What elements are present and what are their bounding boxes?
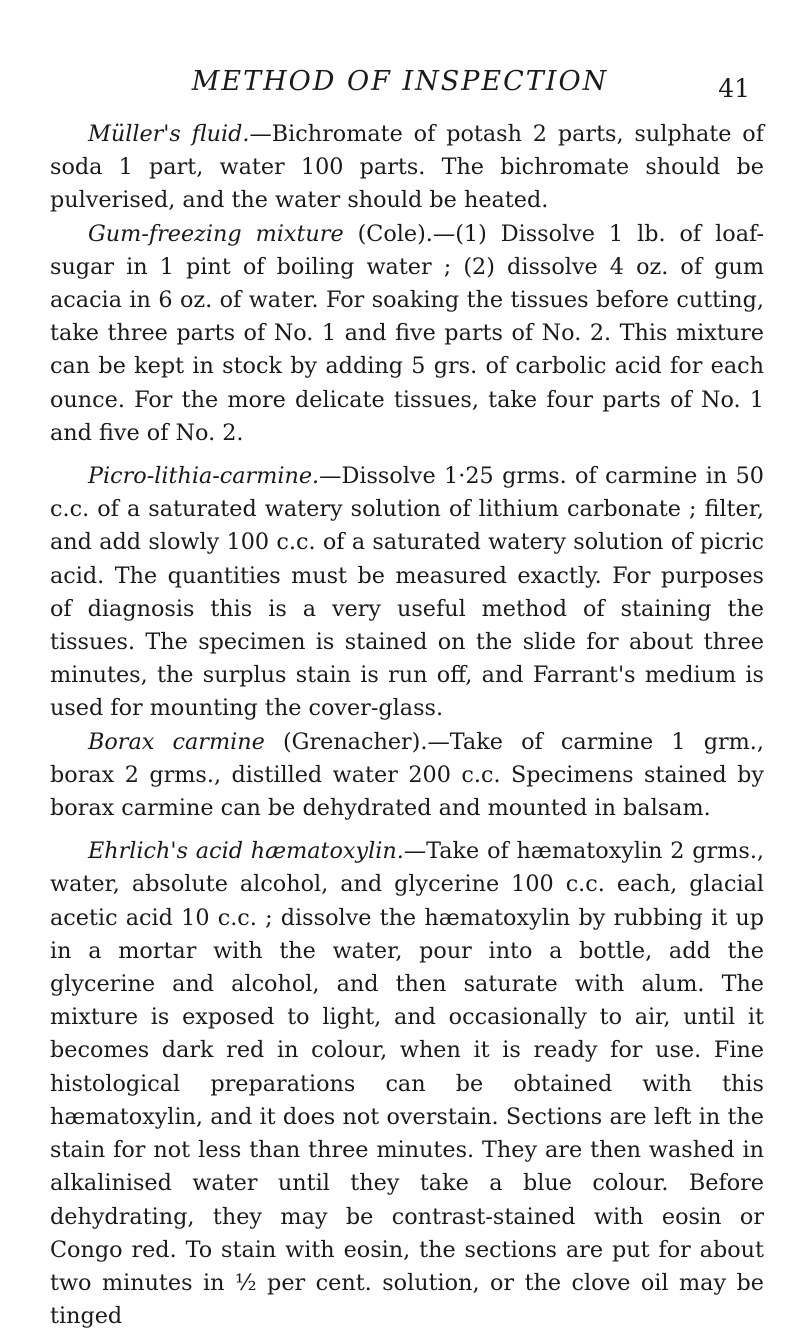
paragraph-gum-freezing-mixture [50, 218, 764, 450]
paragraph-text: —Bichromate of potash 2 parts, sulphate of soda 1 part, water 100 parts. The bichromate should be pulverised, and the water should be heated. [50, 121, 764, 214]
paragraph-heading: Borax carmine [88, 728, 265, 755]
paragraph-heading: Gum-freezing mixture [88, 220, 344, 247]
page-number: 41 [718, 74, 750, 103]
paragraph-text: (Grenacher).—Take of carmine 1 grm., borax 2 grms., distilled water 200 c.c. Specimens stained by borax carmine can be dehydrated and mounted in balsam. [50, 728, 764, 822]
paragraph-heading: Müller's fluid. [88, 121, 250, 147]
paragraph-picro-lithia-carmine [50, 460, 764, 726]
paragraph-text: —Dissolve 1·25 grms. of carmine in 50 c.c. of a saturated watery solution of lithium carbonate ; filter, and add slowly 100 c.c. of a saturated watery solution of picric acid. The quantities must be measured exactly. For purposes of diagnosis this is a very useful method of staining the tissues. The specimen is stained on the slide for about three minutes, the surplus stain is run off, and Farrant's medium is used for mounting the cover-glass. [50, 463, 764, 722]
paragraph-borax-carmine [50, 726, 764, 826]
paragraph-heading: Ehrlich's acid hæmatoxylin. [88, 838, 404, 865]
paragraph-text: —Take of hæmatoxylin 2 grms., water, absolute alcohol, and glycerine 100 c.c. each, glacial acetic acid 10 c.c. ; dissolve the hæmatoxylin by rubbing it up in a mortar with the water, pour into a bottle, add the glycerine and alcohol, and then saturate with alum. The mixture is exposed to light, and occasionally to air, until it becomes dark red in colour, when it is ready for use. Fine histological preparations can be obtained with this hæmatoxylin, and it does not overstain. Sections are left in the stain for not less than three minutes. They are then washed in alkalinised water until they take a blue colour. Before dehydrating, they may be contrast-stained with eosin or Congo red. To stain with eosin, the sections are put for about two minutes in ½ per cent. solution, or the clove oil may be tinged [50, 838, 764, 1330]
paragraph-spacer [50, 450, 764, 460]
paragraph-ehrlichs-acid-haematoxylin [50, 835, 764, 1333]
paragraph-mullers-fluid [50, 118, 764, 218]
paragraph-text: (Cole).—(1) Dissolve 1 lb. of loaf-sugar in 1 pint of boiling water ; (2) dissolve 4 oz. of gum acacia in 6 oz. of water. For soaking the tissues before cutting, take three parts of No. 1 and five parts of No. 2. This mixture can be kept in stock by adding 5 grs. of carbolic acid for each ounce. For the more delicate tissues, take four parts of No. 1 and five of No. 2. [50, 220, 764, 446]
paragraph-spacer [50, 825, 764, 835]
paragraph-heading: Picro-lithia-carmine. [88, 463, 320, 490]
running-head [0, 60, 800, 103]
body-text [50, 118, 764, 1333]
running-title: METHOD OF INSPECTION [191, 66, 609, 97]
